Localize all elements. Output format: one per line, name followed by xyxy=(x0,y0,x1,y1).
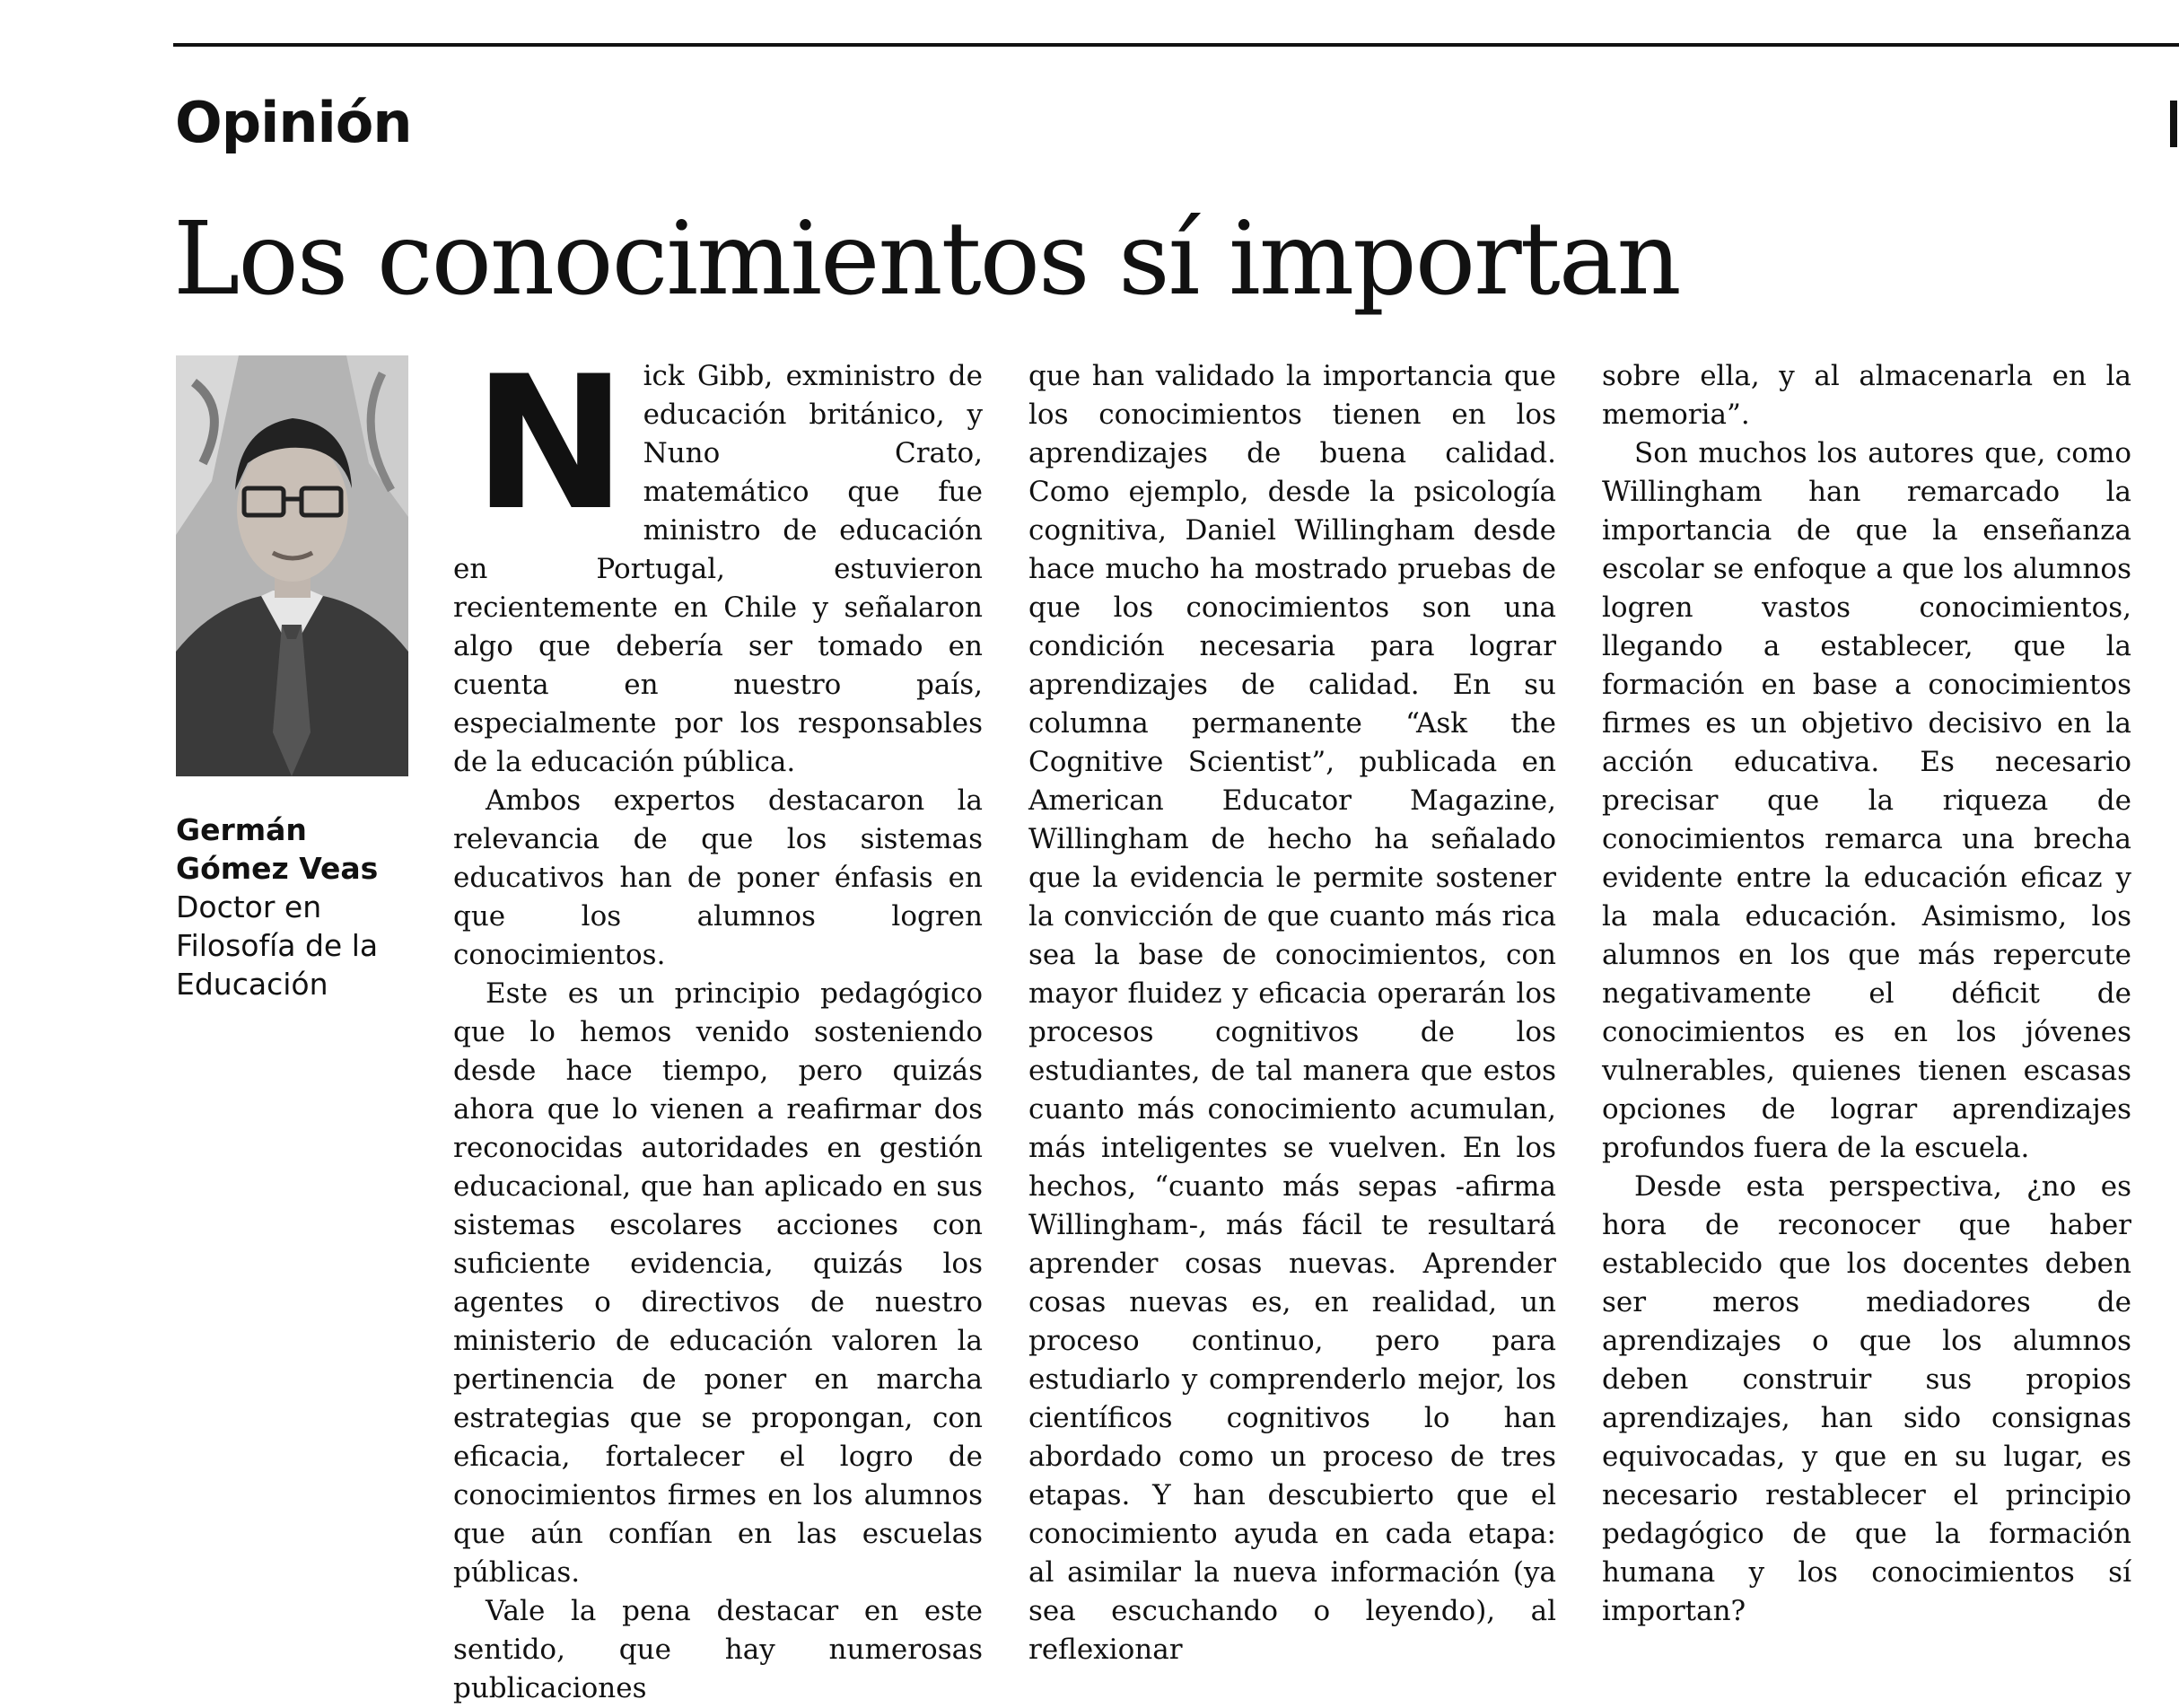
author-name: Germán Gómez Veas xyxy=(176,812,379,886)
paragraph: Desde esta perspectiva, ¿no es hora de reconocer que haber establecido que los docentes deben ser meros mediadores de aprendizajes o que los alumnos deben construir sus propios aprendizajes, han sido consignas equivocadas, y que en su lugar, es necesario restablecer el principio pedagógico de que la formación humana y los conocimientos sí importan? xyxy=(1602,1170,2131,1627)
paragraph: Vale la pena destacar en este sentido, que hay numerosas publicaciones xyxy=(453,1595,983,1704)
paragraph: que han validado la importancia que los conocimientos tienen en los aprendizajes de buena calidad. Como ejemplo, desde la psicología cognitiva, Daniel Willingham desde hace mucho ha mostrado pruebas de que los conocimientos son una condición necesaria para lograr aprendizajes de calidad. En su columna permanente “Ask the Cognitive Scientist”, publicada en American Educator Magazine, Willingham de hecho ha señalado que la evidencia le permite sostener la convicción de que cuanto más rica sea la base de conocimientos, con mayor fluidez y eficacia operarán los procesos cognitivos de los estudiantes, de tal manera que estos cuanto más conocimiento acumulan, más inteligentes se vuelven. En los hechos, “cuanto más sepas -afirma Willingham-, más fácil te resultará aprender cosas nuevas. Aprender cosas nuevas es, en realidad, un proceso continuo, pero para estudiarlo y comprenderlo mejor, los científicos cognitivos lo han abordado como un proceso de tres etapas. Y han descubierto que el conocimiento ayuda en cada etapa: al asimilar la nueva información (ya sea escuchando o leyendo), al reflexionar xyxy=(1028,360,1556,1666)
article-column-1 xyxy=(453,337,983,1708)
top-rule xyxy=(173,43,2179,47)
article-headline: Los conocimientos sí importan xyxy=(173,201,1680,318)
author-photo xyxy=(176,355,408,776)
paragraph-text: ick Gibb, exministro de educación británico, y Nuno Crato, matemático que fue ministro de educación en Portugal, estuvieron recientemente en Chile y señalaron algo que debería ser tomado en cuenta en nuestro país, especialmente por los responsables de la educación pública. xyxy=(453,360,983,778)
author-role: Doctor en Filosofía de la Educación xyxy=(176,889,379,1002)
article-column-3 xyxy=(1602,357,2131,1631)
paragraph: Son muchos los autores que, como Willingham han remarcado la importancia de que la enseñanza escolar se enfoque a que los alumnos logren vastos conocimientos, llegando a establecer, que la formación en base a conocimientos firmes es un objetivo decisivo en la acción educativa. Es necesario precisar que la riqueza de conocimientos remarca una brecha evidente entre la educación eficaz y la mala educación. Asimismo, los alumnos en los que más repercute negativamente el déficit de conocimientos es en los jóvenes vulnerables, quienes tienen escasas opciones de lograr aprendizajes profundos fuera de la escuela. xyxy=(1602,437,2131,1164)
paragraph xyxy=(453,337,983,782)
article-column-2 xyxy=(1028,357,1556,1669)
paragraph: sobre ella, y al almacenarla en la memoria”. xyxy=(1602,360,2131,431)
page-edge-mark xyxy=(2170,101,2177,147)
drop-cap: N xyxy=(473,337,627,551)
paragraph: Ambos expertos destacaron la relevancia de que los sistemas educativos han de poner énfasis en que los alumnos logren conocimientos. xyxy=(453,784,983,971)
paragraph: Este es un principio pedagógico que lo hemos venido sosteniendo desde hace tiempo, pero quizás ahora que lo vienen a reafirmar dos reconocidas autoridades en gestión educacional, que han aplicado en sus sistemas escolares acciones con suficiente evidencia, quizás los agentes o directivos de nuestro ministerio de educación valoren la pertinencia de poner en marcha estrategias que se propongan, con eficacia, fortalecer el logro de conocimientos firmes en los alumnos que aún confían en las escuelas públicas. xyxy=(453,977,983,1589)
section-label: Opinión xyxy=(175,90,412,155)
